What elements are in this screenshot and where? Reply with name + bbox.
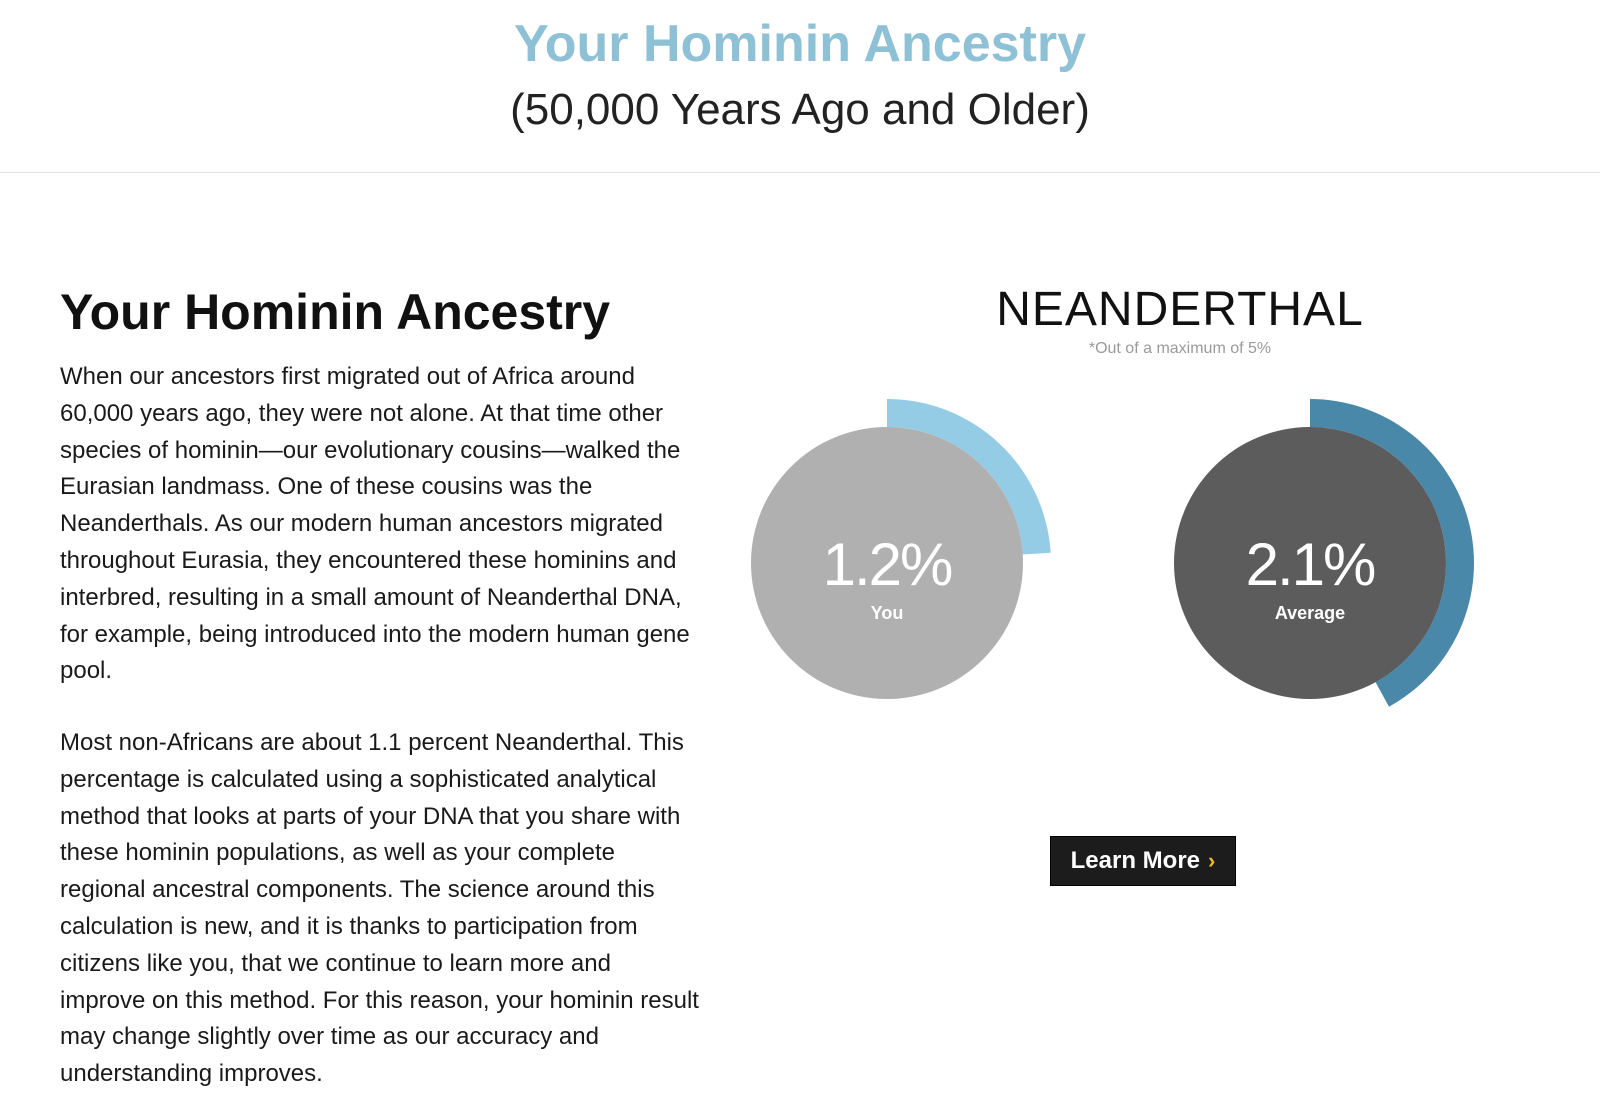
average-gauge-label: Average	[1274, 603, 1346, 623]
you-gauge-label: You	[870, 603, 904, 623]
average-gauge	[1174, 399, 1474, 707]
page-header	[0, 0, 1600, 173]
neanderthal-title: NEANDERTHAL	[996, 283, 1364, 336]
page-title: Your Hominin Ancestry	[513, 15, 1087, 73]
explanation-paragraph: Most non-Africans are about 1.1 percent Neanderthal. This percentage is calculated using a sophisticated analytical method that looks at parts of your DNA that you share with these hominin populations, as well as your complete regional ancestral components. The science around this calculation is new, and it is thanks to participation from citizens like you, that we continue to learn more and improve on this method. For this reason, your hominin result may change slightly over time as our accuracy and understanding improves.	[60, 729, 699, 1088]
learn-more-label: Learn More	[1070, 847, 1201, 874]
learn-more-button[interactable]	[1050, 836, 1236, 886]
average-gauge-value: 2.1%	[1245, 531, 1375, 598]
page-subtitle: (50,000 Years Ago and Older)	[510, 85, 1090, 134]
maximum-note: *Out of a maximum of 5%	[1088, 340, 1272, 357]
chevron-right-icon: ›	[1208, 848, 1216, 873]
you-gauge	[751, 399, 1051, 699]
neanderthal-gauges	[720, 390, 1500, 740]
section-heading: Your Hominin Ancestry	[60, 284, 611, 340]
intro-paragraph: When our ancestors first migrated out of Africa around 60,000 years ago, they were not alone. At that time other species of hominin—our evolutionary cousins—walked the Eurasian landmass. One of these cousins was the Neanderthals. As our modern human ancestors migrated throughout Eurasia, they encountered these hominins and interbred, resulting in a small amount of Neanderthal DNA, for example, being introduced into the modern human gene pool.	[60, 363, 690, 685]
you-gauge-value: 1.2%	[822, 531, 952, 598]
